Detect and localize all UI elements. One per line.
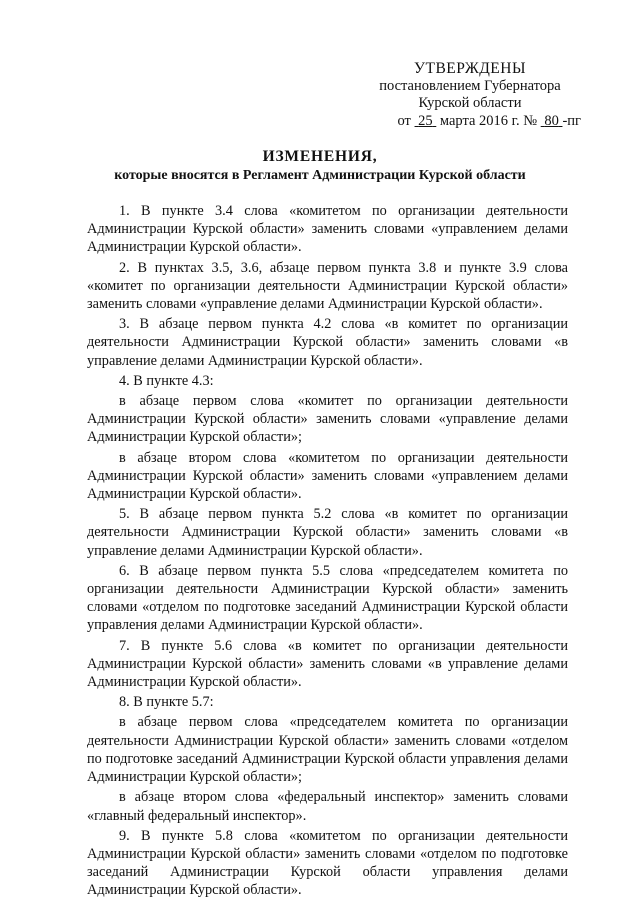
paragraph: 5. В абзаце первом пункта 5.2 слова «в комитет по организации деятельности Администрации Курской области» заменить словами «в управление делами Администрации Курской области». xyxy=(87,506,568,559)
paragraph: в абзаце первом слова «председателем комитета по организации деятельности Администрации Курской области» заменить словами «отделом по подготовке заседаний Администрации Курской области управления делами Администрации Курской области»; xyxy=(87,714,568,786)
decree-suffix: -пг xyxy=(562,112,581,129)
date-prefix: от xyxy=(397,112,411,129)
approval-line-1: постановлением Губернатора xyxy=(379,77,561,94)
date-day: 25 xyxy=(418,112,433,129)
approval-line-2: Курской области xyxy=(418,95,522,111)
paragraph: в абзаце втором слова «комитетом по организации деятельности Администрации Курской области» заменить словами «управлением делами Администрации Курской области». xyxy=(87,449,568,503)
approval-block xyxy=(355,60,585,130)
document-body xyxy=(87,202,568,902)
date-month-year: марта 2016 г. № xyxy=(439,112,538,129)
approval-date-line xyxy=(355,113,585,131)
paragraph: в абзаце первом слова «комитет по организации деятельности Администрации Курской области» заменить словами «управление делами Администрации Курской области»; xyxy=(87,393,568,446)
paragraph: 7. В пункте 5.6 слова «в комитет по организации деятельности Администрации Курской области» заменить словами «в управление делами Администрации Курской области». xyxy=(87,637,568,691)
paragraph: 3. В абзаце первом пункта 4.2 слова «в комитет по организации деятельности Администрации Курской области» заменить словами «в управление делами Администрации Курской области». xyxy=(87,316,568,369)
paragraph: 4. В пункте 4.3: xyxy=(119,372,214,389)
approval-heading: УТВЕРЖДЕНЫ xyxy=(414,60,526,77)
paragraph: 8. В пункте 5.7: xyxy=(119,694,214,711)
paragraph: 9. В пункте 5.8 слова «комитетом по организации деятельности Администрации Курской области» заменить словами «отделом по подготовке заседаний Администрации Курской области управления делами Администрации Курской области». xyxy=(87,827,568,899)
document-title xyxy=(60,147,580,185)
paragraph: в абзаце втором слова «федеральный инспектор» заменить словами «главный федеральный инспектор». xyxy=(87,789,568,824)
decree-number: 80 xyxy=(544,112,559,129)
title-line-1: ИЗМЕНЕНИЯ, xyxy=(262,148,378,165)
paragraph: 1. В пункте 3.4 слова «комитетом по организации деятельности Администрации Курской области» заменить словами «управлением делами Администрации Курской области». xyxy=(87,203,568,256)
title-line-2: которые вносятся в Регламент Администрации Курской области xyxy=(114,168,526,183)
paragraph: 2. В пунктах 3.5, 3.6, абзаце первом пункта 3.8 и пункте 3.9 слова «комитет по организации деятельности Администрации Курской области» заменить словами «управление делами Администрации Курской области». xyxy=(87,259,568,313)
paragraph: 6. В абзаце первом пункта 5.5 слова «председателем комитета по организации деятельности Администрации Курской области» заменить словами «отделом по подготовке заседаний Администрации Курской области управления делами Администрации Курской области». xyxy=(87,562,568,634)
